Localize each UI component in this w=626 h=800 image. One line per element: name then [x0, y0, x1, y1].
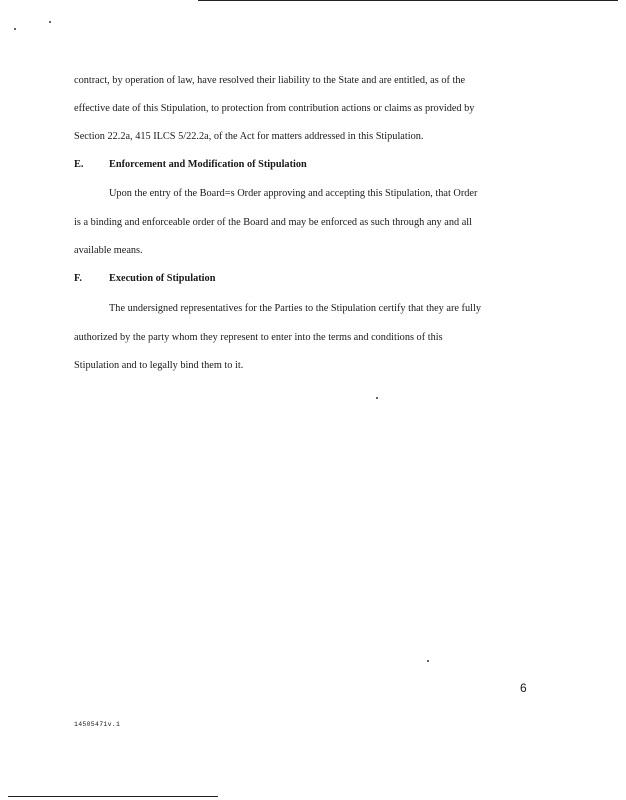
scan-speck	[49, 21, 51, 23]
paragraph-line: contract, by operation of law, have resolved their liability to the State and are entitled, as of the	[74, 75, 466, 86]
section-f-letter: F.	[74, 273, 82, 284]
paragraph-line: Upon the entry of the Board=s Order approving and accepting this Stipulation, that Order	[109, 188, 478, 199]
paragraph-line: The undersigned representatives for the Parties to the Stipulation certify that they are fully	[109, 303, 482, 314]
paragraph-line: is a binding and enforceable order of the Board and may be enforced as such through any and all	[74, 217, 473, 228]
document-id: 14505471v.1	[74, 721, 121, 728]
paragraph-line: Section 22.2a, 415 ILCS 5/22.2a, of the Act for matters addressed in this Stipulation.	[74, 131, 424, 142]
scan-speck	[14, 28, 16, 30]
paragraph-line: effective date of this Stipulation, to protection from contribution actions or claims as provided by	[74, 103, 475, 114]
paragraph-line: authorized by the party whom they represent to enter into the terms and conditions of this	[74, 332, 443, 343]
section-e-letter: E.	[74, 159, 84, 170]
top-rule	[198, 0, 618, 1]
paragraph-line: available means.	[74, 245, 143, 256]
scan-speck	[376, 397, 378, 399]
scan-speck	[427, 660, 429, 662]
paragraph-line: Stipulation and to legally bind them to it.	[74, 360, 244, 371]
bottom-rule	[8, 796, 218, 797]
section-e-title: Enforcement and Modification of Stipulation	[109, 159, 307, 170]
page-number: 6	[520, 681, 527, 695]
section-f-title: Execution of Stipulation	[109, 273, 216, 284]
